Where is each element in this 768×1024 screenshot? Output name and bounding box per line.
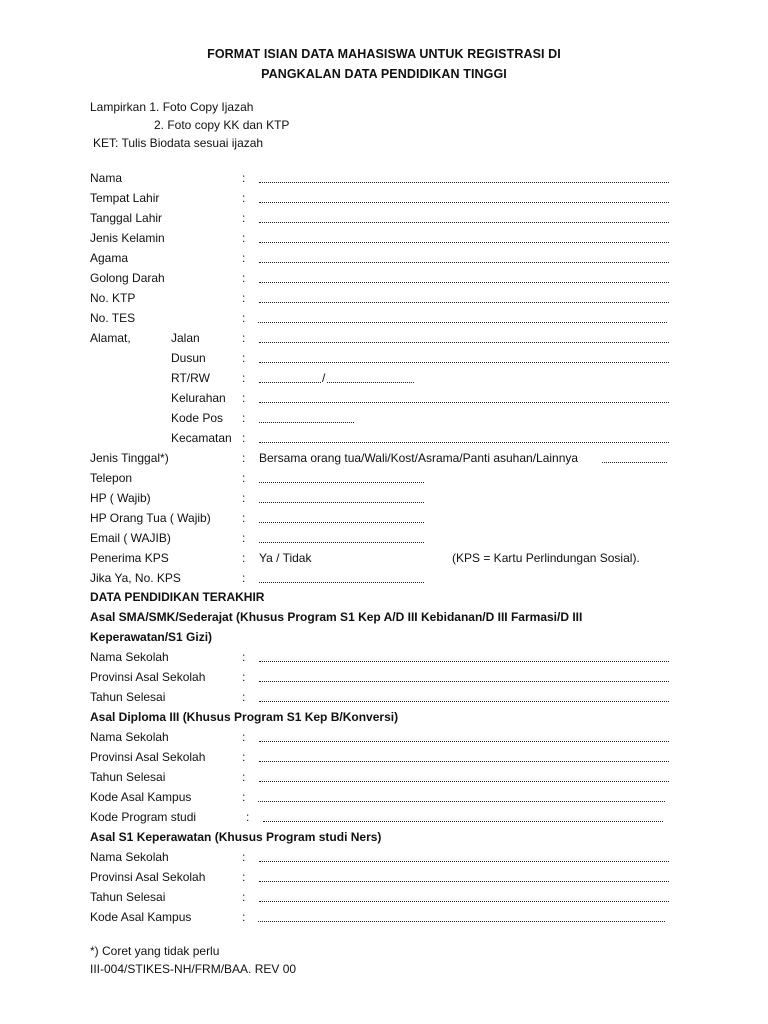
field-label: Telepon xyxy=(90,471,133,485)
field-label: Kode Asal Kampus xyxy=(90,790,192,804)
field-no-kps xyxy=(90,571,680,589)
field-label: Jenis Tinggal*) xyxy=(90,451,169,465)
field-label: HP ( Wajib) xyxy=(90,491,151,505)
colon: : xyxy=(246,810,250,824)
jenis-tinggal-options[interactable]: Bersama orang tua/Wali/Kost/Asrama/Panti asuhan/Lainnya xyxy=(259,451,579,465)
colon: : xyxy=(242,171,246,185)
field-label: Provinsi Asal Sekolah xyxy=(90,670,206,684)
field-sma-tahun-selesai xyxy=(90,690,680,708)
fill-line[interactable] xyxy=(258,322,667,323)
sma-heading-line-2: Keperawatan/S1 Gizi) xyxy=(90,630,213,644)
colon: : xyxy=(242,391,246,405)
colon: : xyxy=(242,790,246,804)
colon: : xyxy=(242,471,246,485)
field-telepon xyxy=(90,471,680,489)
field-label: Tahun Selesai xyxy=(90,690,166,704)
colon: : xyxy=(242,271,246,285)
colon: : xyxy=(242,770,246,784)
fill-line[interactable] xyxy=(259,402,669,403)
field-diploma-provinsi xyxy=(90,750,680,768)
field-label: HP Orang Tua ( Wajib) xyxy=(90,511,211,525)
fill-line[interactable] xyxy=(259,661,669,662)
field-s1-provinsi xyxy=(90,870,680,888)
colon: : xyxy=(242,850,246,864)
field-tempat-lahir xyxy=(90,191,680,209)
colon: : xyxy=(242,511,246,525)
field-dusun xyxy=(90,351,680,369)
document-code: III-004/STIKES-NH/FRM/BAA. REV 00 xyxy=(90,962,297,976)
sma-heading-line-1: Asal SMA/SMK/Sederajat (Khusus Program S1 Kep A/D III Kebidanan/D III Farmasi/D III xyxy=(90,610,583,624)
field-label: Tahun Selesai xyxy=(90,770,166,784)
field-label: No. KTP xyxy=(90,291,136,305)
fill-line[interactable] xyxy=(263,821,663,822)
s1-heading: Asal S1 Keperawatan (Khusus Program studi Ners) xyxy=(90,830,382,844)
field-sublabel: Kode Pos xyxy=(171,411,224,425)
fill-line[interactable] xyxy=(259,262,669,263)
field-label: Provinsi Asal Sekolah xyxy=(90,870,206,884)
colon: : xyxy=(242,211,246,225)
fill-line[interactable] xyxy=(259,542,424,543)
fill-line[interactable] xyxy=(602,462,667,463)
field-sma-nama-sekolah xyxy=(90,650,680,668)
form-title-line-1: FORMAT ISIAN DATA MAHASISWA UNTUK REGISTRASI DI xyxy=(207,47,561,61)
colon: : xyxy=(242,730,246,744)
colon: : xyxy=(242,231,246,245)
colon: : xyxy=(242,870,246,884)
colon: : xyxy=(242,670,246,684)
field-s1-kode-kampus xyxy=(90,910,680,928)
field-label: Provinsi Asal Sekolah xyxy=(90,750,206,764)
field-kode-pos xyxy=(90,411,680,429)
fill-line[interactable] xyxy=(259,242,669,243)
footer-note: *) Coret yang tidak perlu xyxy=(90,944,220,958)
field-label: Email ( WAJIB) xyxy=(90,531,171,545)
colon: : xyxy=(242,191,246,205)
field-label: Penerima KPS xyxy=(90,551,169,565)
colon: : xyxy=(242,411,246,425)
fill-line[interactable] xyxy=(259,482,424,483)
attachment-line-1: Lampirkan 1. Foto Copy Ijazah xyxy=(90,100,254,114)
field-sma-provinsi xyxy=(90,670,680,688)
field-label: Nama Sekolah xyxy=(90,730,169,744)
field-label: Jenis Kelamin xyxy=(90,231,165,245)
field-label: No. TES xyxy=(90,311,136,325)
form-title-line-2: PANGKALAN DATA PENDIDIKAN TINGGI xyxy=(261,67,507,81)
attachment-note: KET: Tulis Biodata sesuai ijazah xyxy=(93,136,264,150)
field-nama xyxy=(90,171,680,189)
colon: : xyxy=(242,491,246,505)
field-label: Jika Ya, No. KPS xyxy=(90,571,181,585)
colon: : xyxy=(242,750,246,764)
field-penerima-kps xyxy=(90,551,680,569)
rt-rw-separator: / xyxy=(322,371,326,385)
colon: : xyxy=(242,371,246,385)
field-hp xyxy=(90,491,680,509)
field-hp-orang-tua xyxy=(90,511,680,529)
colon: : xyxy=(242,291,246,305)
field-label: Nama Sekolah xyxy=(90,650,169,664)
field-sublabel: RT/RW xyxy=(171,371,210,385)
field-label: Tahun Selesai xyxy=(90,890,166,904)
field-tanggal-lahir xyxy=(90,211,680,229)
penerima-kps-options[interactable]: Ya / Tidak xyxy=(259,551,312,565)
field-golong-darah xyxy=(90,271,680,289)
field-label: Agama xyxy=(90,251,129,265)
fill-line[interactable] xyxy=(259,861,669,862)
field-no-ktp xyxy=(90,291,680,309)
colon: : xyxy=(242,551,246,565)
fill-line-rt[interactable] xyxy=(259,382,321,383)
fill-line[interactable] xyxy=(259,582,424,583)
colon: : xyxy=(242,251,246,265)
field-label: Nama xyxy=(90,171,123,185)
fill-line[interactable] xyxy=(259,901,669,902)
colon: : xyxy=(242,331,246,345)
fill-line[interactable] xyxy=(259,442,669,443)
field-diploma-nama-sekolah xyxy=(90,730,680,748)
fill-line[interactable] xyxy=(259,362,669,363)
field-diploma-kode-prodi xyxy=(90,810,680,828)
field-sublabel: Dusun xyxy=(171,351,206,365)
colon: : xyxy=(242,451,246,465)
fill-line[interactable] xyxy=(259,502,424,503)
field-alamat-jalan xyxy=(90,331,680,349)
colon: : xyxy=(242,571,246,585)
field-sublabel: Kelurahan xyxy=(171,391,226,405)
colon: : xyxy=(242,910,246,924)
field-email xyxy=(90,531,680,549)
fill-line[interactable] xyxy=(259,701,669,702)
field-sublabel: Jalan xyxy=(171,331,200,345)
fill-line[interactable] xyxy=(259,681,669,682)
field-s1-tahun-selesai xyxy=(90,890,680,908)
fill-line[interactable] xyxy=(259,741,669,742)
colon: : xyxy=(242,650,246,664)
field-label: Golong Darah xyxy=(90,271,165,285)
field-label: Nama Sekolah xyxy=(90,850,169,864)
field-diploma-kode-kampus xyxy=(90,790,680,808)
fill-line[interactable] xyxy=(259,182,669,183)
field-label: Alamat, xyxy=(90,331,131,345)
field-label: Kode Asal Kampus xyxy=(90,910,192,924)
field-label: Kode Program studi xyxy=(90,810,197,824)
colon: : xyxy=(242,431,246,445)
fill-line[interactable] xyxy=(259,522,424,523)
fill-line-rw[interactable] xyxy=(327,382,414,383)
field-jenis-tinggal xyxy=(90,451,680,469)
education-heading: DATA PENDIDIKAN TERAKHIR xyxy=(90,590,265,604)
fill-line[interactable] xyxy=(258,801,665,802)
diploma-heading: Asal Diploma III (Khusus Program S1 Kep B/Konversi) xyxy=(90,710,399,724)
fill-line[interactable] xyxy=(259,422,354,423)
field-jenis-kelamin xyxy=(90,231,680,249)
attachment-line-2: 2. Foto copy KK dan KTP xyxy=(154,118,290,132)
kps-note: (KPS = Kartu Perlindungan Sosial). xyxy=(452,551,640,565)
colon: : xyxy=(242,890,246,904)
field-s1-nama-sekolah xyxy=(90,850,680,868)
colon: : xyxy=(242,690,246,704)
field-kelurahan xyxy=(90,391,680,409)
fill-line[interactable] xyxy=(259,761,669,762)
colon: : xyxy=(242,311,246,325)
colon: : xyxy=(242,531,246,545)
field-label: Tempat Lahir xyxy=(90,191,160,205)
field-agama xyxy=(90,251,680,269)
field-diploma-tahun-selesai xyxy=(90,770,680,788)
fill-line[interactable] xyxy=(259,881,669,882)
fill-line[interactable] xyxy=(259,342,669,343)
field-rt-rw xyxy=(90,371,680,389)
field-kecamatan xyxy=(90,431,680,449)
fill-line[interactable] xyxy=(259,202,669,203)
colon: : xyxy=(242,351,246,365)
fill-line[interactable] xyxy=(259,302,669,303)
field-sublabel: Kecamatan xyxy=(171,431,232,445)
fill-line[interactable] xyxy=(258,921,665,922)
fill-line[interactable] xyxy=(259,222,669,223)
fill-line[interactable] xyxy=(259,781,669,782)
field-label: Tanggal Lahir xyxy=(90,211,163,225)
fill-line[interactable] xyxy=(259,282,669,283)
field-no-tes xyxy=(90,311,680,329)
